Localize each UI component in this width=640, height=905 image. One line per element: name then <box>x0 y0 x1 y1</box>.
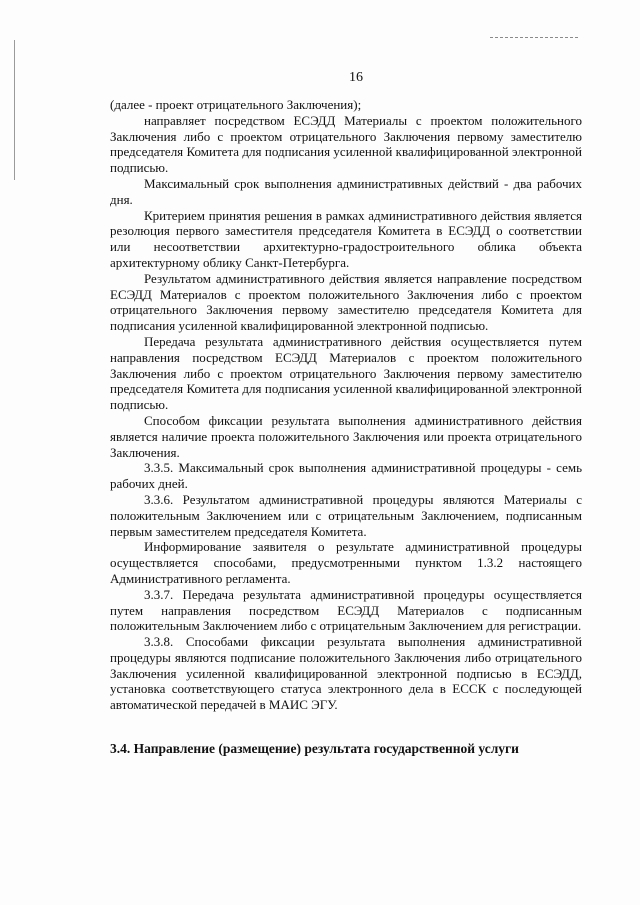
paragraph-4: Критерием принятия решения в рамках административного действия является резолюция первого заместителя председателя Комитета в ЕСЭДД о соответствии или несоответствии архитектурно-градостроительного облика объекта архитектурному облику Санкт-Петербурга. <box>110 207 582 270</box>
paragraph-5: Результатом административного действия является направление посредством ЕСЭДД Материалов с проектом положительного Заключения либо с проектом отрицательного Заключения первому заместителю председателя Комитета для подписания усиленной квалифицированной электронной подписью. <box>110 270 582 334</box>
paragraph-2: направляет посредством ЕСЭДД Материалы с проектом положительного Заключения либо с проектом отрицательного Заключения первому заместителю председателя Комитета для подписания усиленной квалифицированной электронной подписью. <box>110 112 582 176</box>
page-number: 16 <box>349 70 363 85</box>
paragraph-12: 3.3.8. Способами фиксации результата выполнения административной процедуры являются подписание положительного Заключения либо отрицательного Заключения усиленной квалифицированной электронной подписью в ЕСЭДД, установка соответствующего статуса электронного дела в ЕССК с последующей автоматической передачей в МАИС ЭГУ. <box>110 634 582 713</box>
paragraph-11: 3.3.7. Передача результата административной процедуры осуществляется путем направления посредством ЕСЭДД Материалов с подписанным положительным Заключением либо с отрицательным Заключением для регистрации. <box>110 586 582 634</box>
paragraph-1: (далее - проект отрицательного Заключения); <box>110 97 362 112</box>
paragraph-8: 3.3.5. Максимальный срок выполнения административной процедуры - семь рабочих дней. <box>110 460 582 492</box>
paragraph-3: Максимальный срок выполнения административных действий - два рабочих дня. <box>110 175 582 207</box>
scan-edge-line <box>14 40 15 180</box>
paragraph-7: Способом фиксации результата выполнения административного действия является наличие проекта положительного Заключения или проекта отрицательного Заключения. <box>110 412 582 460</box>
scan-mark <box>490 37 580 38</box>
paragraph-10: Информирование заявителя о результате административной процедуры осуществляется способами, предусмотренными пунктом 1.3.2 настоящего Административного регламента. <box>110 539 582 586</box>
paragraph-6: Передача результата административного действия осуществляется путем направления посредством ЕСЭДД Материалов с проектом положительного Заключения либо с проектом отрицательного Заключения первому заместителю председателя Комитета для подписания усиленной квалифицированной электронной подписью. <box>110 333 582 413</box>
section-heading: 3.4. Направление (размещение) результата государственной услуги <box>110 741 519 757</box>
paragraph-9: 3.3.6. Результатом административной процедуры являются Материалы с положительным Заключением или с отрицательным Заключением, подписанным первым заместителем председателя Комитета. <box>110 491 582 539</box>
document-body <box>110 97 582 757</box>
